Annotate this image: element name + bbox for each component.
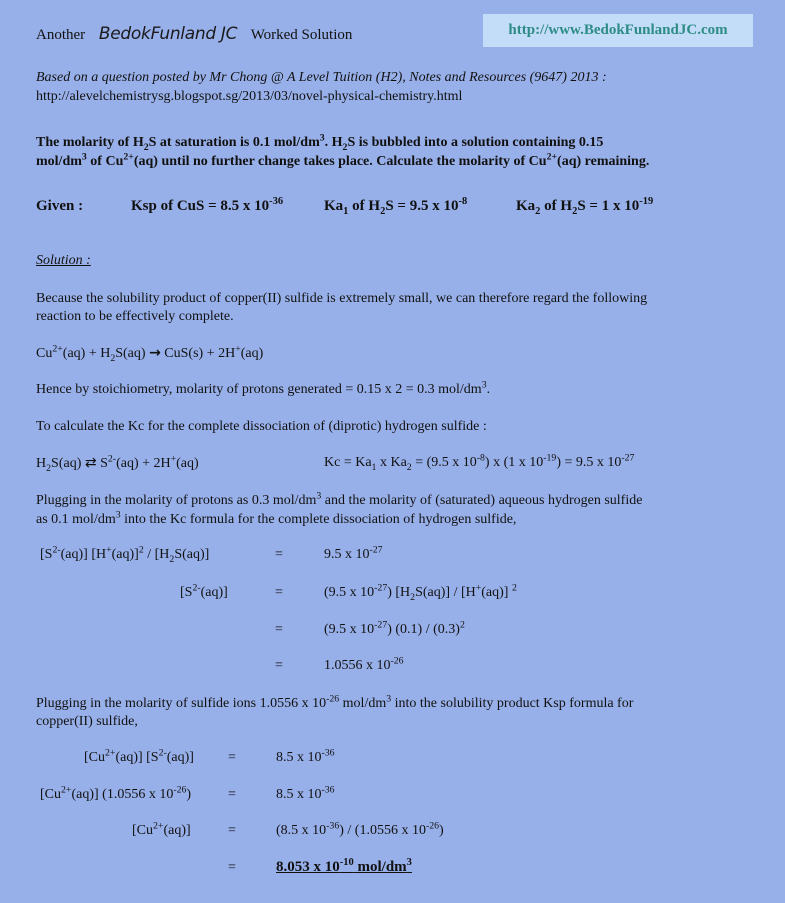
t: (aq) + H xyxy=(62,346,111,361)
q-sup: 2+ xyxy=(123,151,134,163)
t: + xyxy=(170,453,177,465)
t: Hence by stoichiometry, molarity of protons generated = 0.15 x 2 = 0.3 mol/dm xyxy=(36,382,482,397)
q-sup: 2+ xyxy=(546,151,558,163)
double-arrow-icon: ⇄ xyxy=(84,455,97,471)
t: 1.0556 x 10 xyxy=(324,658,391,673)
t: 8.5 x 10 xyxy=(276,750,322,765)
equals-sign: = xyxy=(228,823,236,838)
t: Cu xyxy=(36,346,53,361)
t: + xyxy=(475,582,482,594)
copper-step: (8.5 x $10^{-36}) / (1.0556$ x $10^{-26}$) xyxy=(276,820,444,838)
t: 2+ xyxy=(153,820,164,832)
question-text xyxy=(36,133,756,171)
t: S(aq) xyxy=(51,456,82,471)
t: -26 xyxy=(326,693,340,705)
t: 2 xyxy=(572,206,578,217)
t: S(aq) xyxy=(115,346,146,361)
t: 2+ xyxy=(61,784,72,796)
given-ksp-exp: -36 xyxy=(269,196,284,207)
t: 2+ xyxy=(105,747,116,759)
brand-logo: BedokFunland JC xyxy=(98,24,238,44)
t: 2 xyxy=(410,591,416,603)
t: -19 xyxy=(543,452,557,464)
t: . xyxy=(486,382,491,397)
reaction-equation xyxy=(36,345,263,362)
plug-sulfide-line-1 xyxy=(36,695,756,713)
t: 8.053 x 10 xyxy=(276,859,340,875)
header-suffix: Worked Solution xyxy=(250,27,353,43)
given-label: Given : xyxy=(36,198,84,214)
t: of H xyxy=(348,198,381,214)
t: + xyxy=(106,544,112,556)
equals-sign: = xyxy=(228,750,236,765)
kc-value xyxy=(324,544,383,563)
t: x Ka xyxy=(376,455,407,470)
t: -26 xyxy=(425,820,440,832)
t: and the molarity of (saturated) aqueous hydrogen sulfide xyxy=(321,493,643,508)
q-part: . H xyxy=(324,135,343,150)
t: into the Kc formula for the complete dissociation of hydrogen sulfide, xyxy=(120,512,517,527)
given-ksp-text: Ksp of CuS = 8.5 x 10 xyxy=(131,198,270,214)
plug-protons-line-2 xyxy=(36,511,756,529)
t: Ka xyxy=(324,198,344,214)
t: 3 xyxy=(406,857,412,868)
t: H xyxy=(36,456,47,471)
t: 8.5 x 10 xyxy=(276,787,322,802)
t: Plugging in the molarity of protons as 0.3 mol/dm xyxy=(36,493,317,508)
dissociation-equation xyxy=(36,455,199,472)
given-ksp xyxy=(131,198,283,215)
solution-heading: Solution : xyxy=(36,253,91,268)
t: -8 xyxy=(458,196,468,207)
equals-sign: = xyxy=(228,787,236,802)
given-ka1 xyxy=(324,198,467,215)
t: -36 xyxy=(326,820,340,832)
t: 1 xyxy=(371,461,377,473)
t: = (9.5 x 10 xyxy=(411,455,477,470)
final-answer xyxy=(276,859,412,876)
source-url-link[interactable]: http://alevelchemistrysg.blogspot.sg/2013/03/novel-physical-chemistry.html xyxy=(36,89,463,104)
t: -10 xyxy=(339,857,354,868)
ksp-value xyxy=(276,747,335,766)
t: S = 1 x 10 xyxy=(577,198,640,214)
sulfide-step-1: (9.5 x $10^{-27}$) $[H_2S(aq)] / [H^+(aq)]$ $^2$ xyxy=(324,582,517,603)
website-url-box[interactable] xyxy=(483,14,753,47)
t: of H xyxy=(540,198,573,214)
intro-line-1: Because the solubility product of copper(II) sulfide is extremely small, we can therefore regard the following xyxy=(36,291,648,306)
equals-sign: = xyxy=(228,860,236,875)
t: 3 xyxy=(386,693,392,705)
kc-expression xyxy=(324,452,635,473)
equals-sign: = xyxy=(275,585,283,600)
q-part: The molarity of H xyxy=(36,135,144,150)
stoichiometry-line xyxy=(36,379,491,398)
t: 9.5 x 10 xyxy=(328,622,375,637)
t: 2 xyxy=(380,206,386,217)
plug-protons-line-1 xyxy=(36,492,756,510)
t: ) = 9.5 x 10 xyxy=(556,455,622,470)
t: 2- xyxy=(107,453,117,465)
q-part: S at saturation is 0.1 mol/dm xyxy=(148,135,320,150)
q-part: mol/dm xyxy=(36,154,82,169)
t: 8.5 x 10 xyxy=(280,823,327,838)
t: 2 xyxy=(535,206,541,217)
t: 1.0556 x 10 xyxy=(359,823,426,838)
t: (aq) xyxy=(176,456,199,471)
t: -27 xyxy=(621,452,635,464)
ksp-value-2 xyxy=(276,784,335,803)
q-sup: 3 xyxy=(319,132,325,144)
t: (aq) xyxy=(240,346,264,361)
q-part: S is bubbled into a solution containing 0.15 xyxy=(347,135,604,150)
t: into the solubility product Ksp formula for xyxy=(391,696,634,711)
t: (aq) + 2H xyxy=(116,456,171,471)
t: mol/dm xyxy=(339,696,387,711)
t: 3 xyxy=(115,509,121,521)
equals-sign: = xyxy=(275,658,283,673)
given-ka2 xyxy=(516,198,653,215)
t: 2 xyxy=(138,544,144,556)
t: 2+ xyxy=(52,343,63,355)
ksp-lhs: $[Cu^{2+}(aq)]$ $[S^{2-}(aq)]$ xyxy=(84,747,194,765)
t: 2- xyxy=(52,544,61,556)
t: as 0.1 mol/dm xyxy=(36,512,116,527)
q-sup: 3 xyxy=(81,151,87,163)
q-sub: 2 xyxy=(342,141,348,153)
equals-sign: = xyxy=(275,547,283,562)
t: -26 xyxy=(390,655,404,667)
t: 1.0556 x 10 xyxy=(106,787,174,802)
t: + xyxy=(235,343,241,355)
q-part: (aq) until no further change takes place. Calculate the molarity of Cu xyxy=(133,154,547,169)
q-part: of Cu xyxy=(86,154,124,169)
t: Kc = Ka xyxy=(324,455,372,470)
t: 2- xyxy=(192,582,201,594)
sulfide-lhs: $[S^{2-}(aq)]$ xyxy=(180,582,228,600)
q-sub: 2 xyxy=(143,141,149,153)
t: 2 xyxy=(406,461,412,473)
plug-sulfide-line-2: copper(II) sulfide, xyxy=(36,714,138,729)
t: Plugging in the molarity of sulfide ions 1.0556 x 10 xyxy=(36,696,327,711)
t: 2 xyxy=(511,582,517,594)
t: 9.5 x 10 xyxy=(324,547,370,562)
t: 9.5 x 10 xyxy=(328,585,375,600)
t: -27 xyxy=(374,619,388,631)
t: -27 xyxy=(374,582,388,594)
source-line: Based on a question posted by Mr Chong @ A Level Tuition (H2), Notes and Resources (9647) 2013 : xyxy=(36,70,607,85)
t: 1 xyxy=(343,206,349,217)
t: ) x (1 x 10 xyxy=(484,455,544,470)
t: -36 xyxy=(321,784,335,796)
right-arrow-icon: → xyxy=(149,345,161,361)
equals-sign: = xyxy=(275,622,283,637)
t: 2 xyxy=(459,619,465,631)
t: CuS(s) + 2H xyxy=(164,346,236,361)
intro-line-2: reaction to be effectively complete. xyxy=(36,309,234,324)
ksp-sub-lhs: $[Cu^{2+}(aq)]$ (1.0556 x $10^{-26}$) xyxy=(40,784,192,802)
copper-lhs: $[Cu^{2+}(aq)]$ xyxy=(132,820,191,838)
t: -26 xyxy=(173,784,187,796)
website-url-link[interactable]: http://www.BedokFunlandJC.com xyxy=(508,22,728,38)
t: mol/dm xyxy=(353,859,407,875)
t: -8 xyxy=(476,452,485,464)
t: 3 xyxy=(481,379,487,391)
t: 3 xyxy=(316,490,322,502)
t: S xyxy=(100,456,108,471)
t: -36 xyxy=(321,747,335,759)
header-line xyxy=(36,24,352,44)
t: -19 xyxy=(639,196,654,207)
sulfide-result xyxy=(324,655,404,674)
t: 2 xyxy=(169,553,175,565)
q-part: (aq) remaining. xyxy=(557,154,650,169)
t: -27 xyxy=(369,544,383,556)
sulfide-step-2: (9.5 x $10^{-27}$) $(0.1) / (0.3)^2$ xyxy=(324,619,465,637)
t: Ka xyxy=(516,198,536,214)
kc-lhs: $[S^{2-}(aq)]$ $[H^+(aq)]^2 / [H_2S(aq)]$ xyxy=(40,544,210,565)
kc-intro: To calculate the Kc for the complete dissociation of (diprotic) hydrogen sulfide : xyxy=(36,419,487,434)
header-prefix: Another xyxy=(36,27,86,43)
t: 2 xyxy=(110,352,116,364)
t: 2 xyxy=(46,462,52,474)
t: S = 9.5 x 10 xyxy=(385,198,459,214)
t: 2- xyxy=(158,747,167,759)
